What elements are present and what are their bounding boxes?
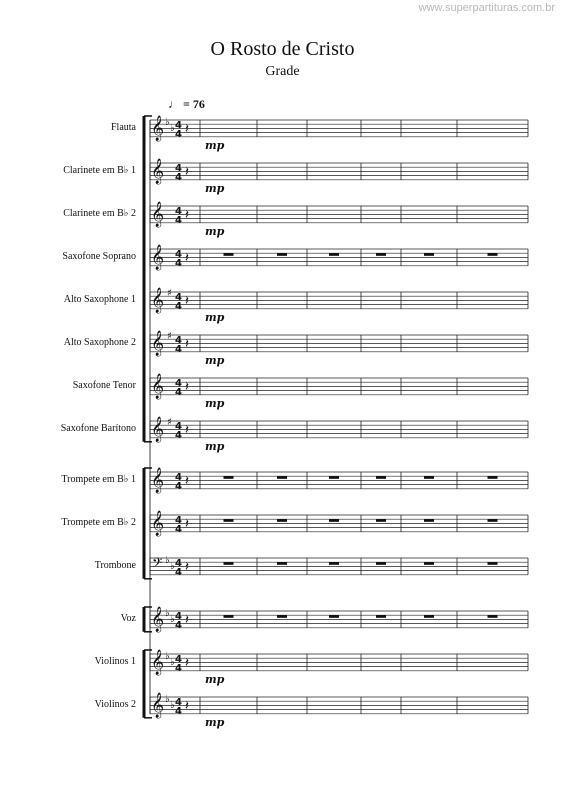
whole-rest <box>277 562 287 565</box>
treble-clef-icon: 𝄞 <box>151 202 165 227</box>
dynamic-marking: mp <box>205 396 225 410</box>
instrument-label: Clarinete em B♭ 1 <box>63 165 136 176</box>
flat-icon: ♭ <box>170 614 175 625</box>
whole-rest <box>277 615 287 618</box>
whole-rest <box>224 253 234 256</box>
quarter-rest-icon: 𝄽 <box>185 474 189 489</box>
whole-rest <box>224 476 234 479</box>
whole-rest <box>488 253 498 256</box>
flat-icon: ♭ <box>165 694 170 705</box>
time-signature-numerator: 4 <box>175 697 182 708</box>
instrument-label: Trombone <box>94 560 136 571</box>
time-signature-numerator: 4 <box>175 472 182 483</box>
instrument-label: Clarinete em B♭ 2 <box>63 208 136 219</box>
sharp-icon: ♯ <box>167 331 172 342</box>
dynamic-marking: mp <box>205 138 225 152</box>
whole-rest <box>224 615 234 618</box>
flat-icon: ♭ <box>165 651 170 662</box>
time-signature-denominator: 4 <box>175 387 182 398</box>
whole-rest <box>424 562 434 565</box>
time-signature-numerator: 4 <box>175 335 182 346</box>
time-signature-denominator: 4 <box>175 215 182 226</box>
dynamic-marking: mp <box>205 353 225 367</box>
quarter-rest-icon: 𝄽 <box>185 294 189 309</box>
instrument-label: Trompete em B♭ 1 <box>61 474 136 485</box>
tempo-marking: ♩ = 76 <box>168 97 205 111</box>
whole-rest <box>488 562 498 565</box>
whole-rest <box>329 519 339 522</box>
dynamic-marking: mp <box>205 672 225 686</box>
quarter-rest-icon: 𝄽 <box>185 251 189 266</box>
quarter-rest-icon: 𝄽 <box>185 699 189 714</box>
treble-clef-icon: 𝄞 <box>151 650 165 675</box>
whole-rest <box>424 519 434 522</box>
dynamic-marking: mp <box>205 715 225 729</box>
quarter-rest-icon: 𝄽 <box>185 517 189 532</box>
quarter-rest-icon: 𝄽 <box>185 337 189 352</box>
treble-clef-icon: 𝄞 <box>151 116 165 141</box>
treble-clef-icon: 𝄞 <box>151 331 165 356</box>
time-signature-denominator: 4 <box>175 129 182 140</box>
time-signature-denominator: 4 <box>175 524 182 535</box>
whole-rest <box>424 615 434 618</box>
time-signature-denominator: 4 <box>175 301 182 312</box>
time-signature-denominator: 4 <box>175 706 182 717</box>
treble-clef-icon: 𝄞 <box>151 159 165 184</box>
instrument-label: Alto Saxophone 2 <box>63 337 136 348</box>
whole-rest <box>224 519 234 522</box>
whole-rest <box>329 253 339 256</box>
time-signature-denominator: 4 <box>175 620 182 631</box>
whole-rest <box>329 615 339 618</box>
dynamic-marking: mp <box>205 224 225 238</box>
flat-icon: ♭ <box>165 555 170 566</box>
time-signature-denominator: 4 <box>175 430 182 441</box>
time-signature-denominator: 4 <box>175 567 182 578</box>
whole-rest <box>277 253 287 256</box>
quarter-rest-icon: 𝄽 <box>185 165 189 180</box>
time-signature-numerator: 4 <box>175 378 182 389</box>
watermark: www.superpartituras.com.br <box>418 2 555 14</box>
treble-clef-icon: 𝄞 <box>151 417 165 442</box>
whole-rest <box>329 562 339 565</box>
quarter-rest-icon: 𝄽 <box>185 122 189 137</box>
time-signature-numerator: 4 <box>175 654 182 665</box>
treble-clef-icon: 𝄞 <box>151 468 165 493</box>
instrument-label: Violinos 2 <box>94 699 136 710</box>
time-signature-numerator: 4 <box>175 292 182 303</box>
treble-clef-icon: 𝄞 <box>151 693 165 718</box>
instrument-label: Saxofone Soprano <box>62 251 136 262</box>
quarter-rest-icon: 𝄽 <box>185 380 189 395</box>
instrument-label: Voz <box>120 613 136 624</box>
whole-rest <box>376 476 386 479</box>
time-signature-denominator: 4 <box>175 344 182 355</box>
treble-clef-icon: 𝄞 <box>151 245 165 270</box>
whole-rest <box>376 615 386 618</box>
whole-rest <box>329 476 339 479</box>
quarter-rest-icon: 𝄽 <box>185 423 189 438</box>
time-signature-numerator: 4 <box>175 206 182 217</box>
instrument-label: Alto Saxophone 1 <box>63 294 136 305</box>
treble-clef-icon: 𝄞 <box>151 511 165 536</box>
instrument-label: Flauta <box>111 122 136 133</box>
page-subtitle: Grade <box>265 64 300 79</box>
flat-icon: ♭ <box>165 608 170 619</box>
time-signature-denominator: 4 <box>175 481 182 492</box>
time-signature-numerator: 4 <box>175 120 182 131</box>
quarter-rest-icon: 𝄽 <box>185 613 189 628</box>
whole-rest <box>424 253 434 256</box>
time-signature-numerator: 4 <box>175 611 182 622</box>
whole-rest <box>376 519 386 522</box>
instrument-label: Trompete em B♭ 2 <box>61 517 136 528</box>
flat-icon: ♭ <box>165 117 170 128</box>
quarter-rest-icon: 𝄽 <box>185 208 189 223</box>
time-signature-numerator: 4 <box>175 558 182 569</box>
quarter-rest-icon: 𝄽 <box>185 560 189 575</box>
whole-rest <box>424 476 434 479</box>
whole-rest <box>277 476 287 479</box>
time-signature-numerator: 4 <box>175 249 182 260</box>
quarter-rest-icon: 𝄽 <box>185 656 189 671</box>
instrument-label: Saxofone Barítono <box>60 423 136 434</box>
bass-clef-icon: 𝄢 <box>152 555 163 574</box>
time-signature-denominator: 4 <box>175 172 182 183</box>
time-signature-numerator: 4 <box>175 515 182 526</box>
treble-clef-icon: 𝄞 <box>151 607 165 632</box>
instrument-label: Saxofone Tenor <box>72 380 136 391</box>
page-title: O Rosto de Cristo <box>210 38 355 60</box>
time-signature-numerator: 4 <box>175 163 182 174</box>
instrument-label: Violinos 1 <box>94 656 136 667</box>
whole-rest <box>488 615 498 618</box>
whole-rest <box>376 562 386 565</box>
flat-icon: ♭ <box>170 700 175 711</box>
dynamic-marking: mp <box>205 181 225 195</box>
whole-rest <box>376 253 386 256</box>
time-signature-denominator: 4 <box>175 663 182 674</box>
treble-clef-icon: 𝄞 <box>151 374 165 399</box>
treble-clef-icon: 𝄞 <box>151 288 165 313</box>
whole-rest <box>277 519 287 522</box>
whole-rest <box>488 519 498 522</box>
sharp-icon: ♯ <box>167 417 172 428</box>
whole-rest <box>224 562 234 565</box>
whole-rest <box>488 476 498 479</box>
dynamic-marking: mp <box>205 310 225 324</box>
flat-icon: ♭ <box>170 561 175 572</box>
sharp-icon: ♯ <box>167 288 172 299</box>
flat-icon: ♭ <box>170 657 175 668</box>
time-signature-denominator: 4 <box>175 258 182 269</box>
dynamic-marking: mp <box>205 439 225 453</box>
time-signature-numerator: 4 <box>175 421 182 432</box>
flat-icon: ♭ <box>170 123 175 134</box>
